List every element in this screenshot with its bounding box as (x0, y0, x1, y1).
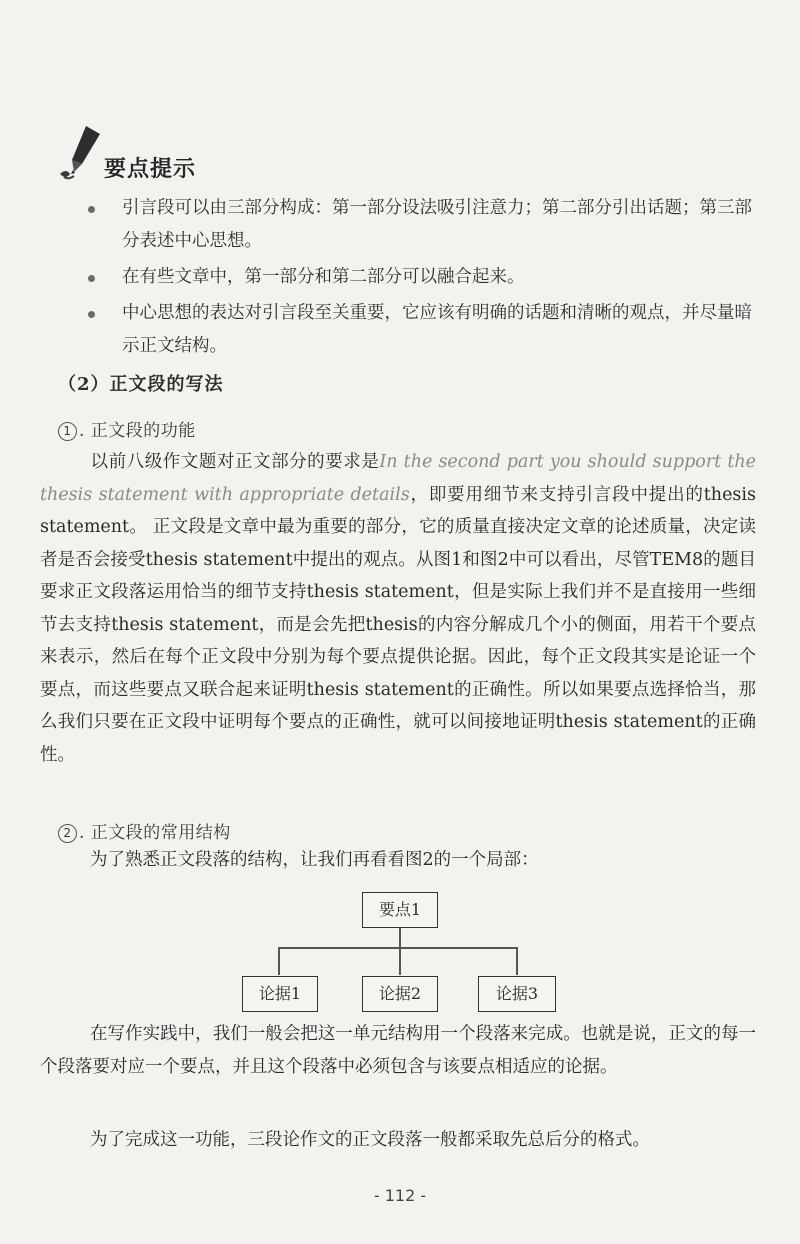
para-text-before: 以前八级作文题对正文部分的要求是 (90, 452, 380, 472)
diagram-child-box: 论据2 (362, 976, 438, 1012)
circled-number-icon: 1 (58, 422, 77, 441)
section-heading: （2）正文段的写法 (58, 374, 224, 395)
structure-diagram (0, 886, 800, 1026)
bullet-icon (88, 275, 95, 282)
after-paragraph-2 (40, 1124, 756, 1157)
connector-line (399, 928, 401, 948)
tip-text: 中心思想的表达对引言段至关重要，它应该有明确的话题和清晰的观点，并尽量暗示正文结构。 (122, 303, 752, 356)
after-paragraph-1 (40, 1018, 756, 1083)
tip-item (84, 192, 764, 258)
tip-text: 引言段可以由三部分构成：第一部分设法吸引注意力；第二部分引出话题；第三部分表述中心思想。 (122, 198, 752, 251)
tip-text: 在有些文章中，第一部分和第二部分可以融合起来。 (122, 267, 525, 287)
bullet-icon (88, 311, 95, 318)
bullet-icon (88, 206, 95, 213)
subheading-function (58, 416, 196, 441)
tips-list (84, 192, 764, 366)
tip-item (84, 297, 764, 363)
connector-line (399, 947, 401, 975)
para-text-italic: In the second part you should support the thesis statement with appropriate details (40, 452, 756, 505)
connector-line (278, 947, 280, 975)
diagram-child-box: 论据1 (242, 976, 318, 1012)
tips-callout (56, 124, 266, 184)
subheading-text: . 正文段的功能 (79, 421, 196, 441)
tips-title: 要点提示 (104, 156, 197, 182)
para-text-after: ，即要用细节来支持引言段中提出的thesis statement。 正文段是文章中最为重要的部分，它的质量直接决定文章的论述质量，决定读者是否会接受thesis statement中提出的观点。从图1和图2中可以看出，尽管TEM8的题目要求正文段落运用恰当的细节支持thesis statement，但是实际上我们并不是直接用一些细节去支持thesis statement，而是会先把thesis的内容分解成几个小的侧面，用若干个要点来表示，然后在每个正文段中分别为每个要点提供论据。因此，每个正文段其实是论证一个要点，而这些要点又联合起来证明thesis statement的正确性。所以如果要点选择恰当，那么我们只要在正文段中证明每个要点的正确性，就可以间接地证明thesis statement的正确性。 (40, 484, 756, 765)
subheading-text: . 正文段的常用结构 (79, 823, 231, 843)
structure-intro (40, 844, 756, 877)
subheading-structure (58, 818, 231, 843)
connector-line (516, 947, 518, 975)
diagram-root-box: 要点1 (362, 892, 438, 928)
pen-icon (56, 124, 102, 182)
circled-number-icon: 2 (58, 824, 77, 843)
tip-item (84, 261, 764, 294)
intro-text: 为了熟悉正文段落的结构，让我们再看看图2的一个局部： (90, 850, 539, 870)
connector-line (278, 947, 516, 949)
diagram-child-box: 论据3 (478, 976, 556, 1012)
page-number: - 112 - (373, 1186, 427, 1205)
after-text-2: 为了完成这一功能，三段论作文的正文段落一般都采取先总后分的格式。 (90, 1130, 650, 1150)
function-paragraph (40, 446, 756, 771)
after-text-1: 在写作实践中，我们一般会把这一单元结构用一个段落来完成。也就是说，正文的每一个段落要对应一个要点，并且这个段落中必须包含与该要点相适应的论据。 (40, 1024, 756, 1077)
